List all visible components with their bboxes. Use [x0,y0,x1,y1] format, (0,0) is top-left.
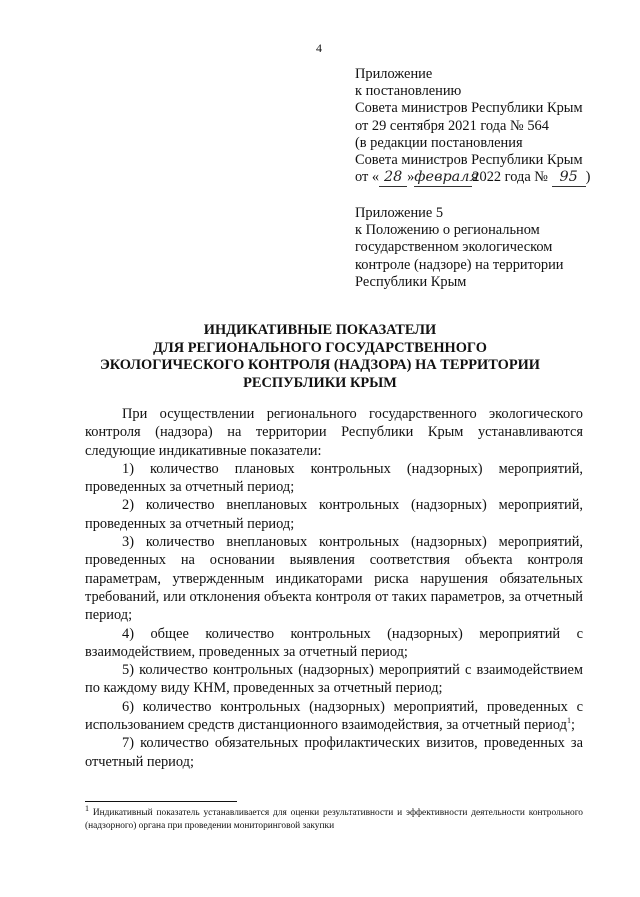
list-item: 5) количество контрольных (надзорных) мероприятий с взаимодействием по каждому виду КНМ, проведенных за отчетный период; [85,662,583,697]
intro-paragraph: При осуществлении регионального государственного экологического контроля (надзора) на территории Республики Крым устанавливаются следующие индикативные показатели: [85,406,583,459]
handwritten-day: 28 [379,169,407,187]
title-line: РЕСПУБЛИКИ КРЫМ [243,374,397,391]
footnote [85,803,583,833]
footnote-divider [85,801,237,802]
list-item: 7) количество обязательных профилактических визитов, проведенных за отчетный период; [85,735,583,770]
list-item: 2) количество внеплановых контрольных (надзорных) мероприятий, проведенных за отчетный период; [85,497,583,532]
list-item: 6) количество контрольных (надзорных) мероприятий, проведенных с использованием средств дистанционного взаимодействия, за отчетный период$^1$; [85,698,583,734]
title-line: ЭКОЛОГИЧЕСКОГО КОНТРОЛЯ (НАДЗОРА) НА ТЕРРИТОРИИ [99,357,541,374]
list-item: 4) общее количество контрольных (надзорных) мероприятий с взаимодействием, проведенных за отчетный период; [85,625,583,660]
footnote-mark: 1 [85,803,89,813]
appendix-line: Совета министров Республики Крым [355,152,583,169]
list-item: 1) количество плановых контрольных (надзорных) мероприятий, проведенных за отчетный период; [85,460,583,496]
appendix-line: (в редакции постановления [355,134,523,151]
handwritten-number: 95 [552,169,586,187]
title-line: ДЛЯ РЕГИОНАЛЬНОГО ГОСУДАРСТВЕННОГО [153,339,487,356]
appendix-line: Совета министров Республики Крым [355,100,583,117]
list-item: 3) количество внеплановых контрольных (надзорных) мероприятий, проведенных на основании выявления соответствия объекта контроля параметрам, утвержденным индикаторами риска нарушения обязательных требований, или отклонения объекта контроля от таких параметров, за отчетный период; [85,534,583,624]
appendix-line: к постановлению [355,83,462,100]
footnote-text: Индикативный показатель устанавливается для оценки результативности и эффективности деятельности контрольного (надзорного) органа при проведении мониторинговой закупки [85,808,583,831]
appendix-header [355,66,625,187]
appendix-sub-line: контроле (надзоре) на территории [355,256,564,273]
document-title [60,322,580,392]
page-number: 4 [316,41,322,55]
appendix-line: от 29 сентября 2021 года № 564 [355,117,549,134]
footnote-reference: 1 [566,716,571,726]
appendix-sub-line: Приложение 5 [355,205,444,221]
appendix-sub-line: к Положению о региональном [355,222,540,239]
title-line: ИНДИКАТИВНЫЕ ПОКАЗАТЕЛИ [203,322,437,338]
document-body [85,405,583,771]
appendix-sub-header [355,205,625,291]
amendment-date-line: от « 28 »февраля2022 года № 95 ) [355,169,625,187]
handwritten-month: февраля [414,169,472,187]
appendix-sub-line: Республики Крым [355,273,467,290]
appendix-sub-line: государственном экологическом [355,239,553,256]
appendix-line: Приложение [355,66,433,82]
